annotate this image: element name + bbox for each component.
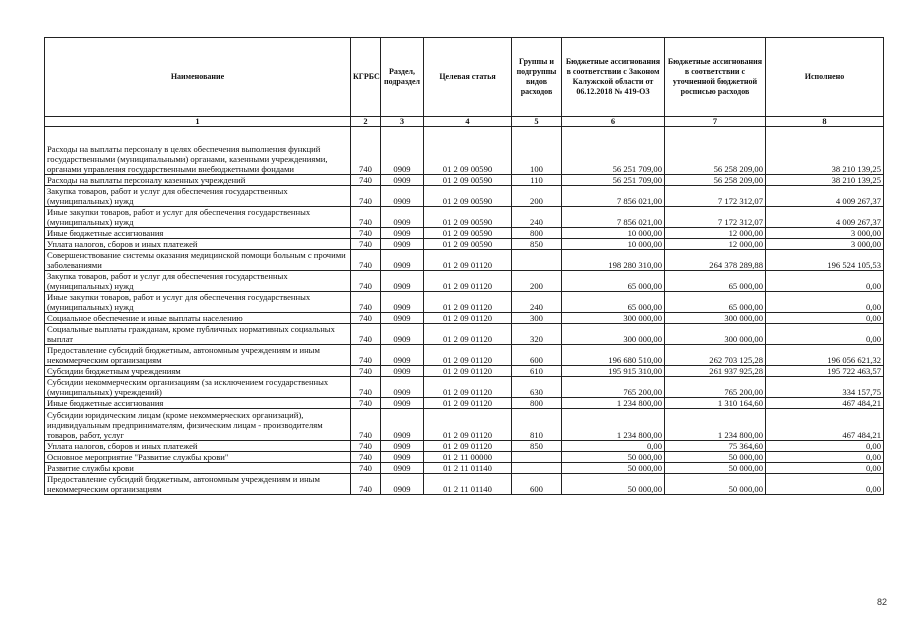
header-name: Наименование: [45, 38, 351, 117]
row-name: Совершенствование системы оказания медицинской помощи больным с прочими заболеваниями: [45, 250, 351, 271]
page-number: 82: [876, 597, 887, 607]
row-section: 0909: [381, 239, 424, 250]
table-row: [45, 239, 884, 250]
table-row: [45, 207, 884, 228]
row-name: Субсидии некоммерческим организациям (за исключением государственных (муниципальных) учреждений): [45, 377, 351, 398]
row-section: 0909: [381, 324, 424, 345]
row-roll-amount: 12 000,00: [665, 228, 766, 239]
row-roll-amount: 56 258 209,00: [665, 127, 766, 175]
row-executed-amount: 196 524 105,53: [766, 250, 884, 271]
row-section: 0909: [381, 175, 424, 186]
row-expense-group: [512, 250, 562, 271]
row-kgrbs: 740: [351, 292, 381, 313]
row-roll-amount: 12 000,00: [665, 239, 766, 250]
row-name: Иные бюджетные ассигнования: [45, 228, 351, 239]
row-expense-group: 850: [512, 441, 562, 452]
row-name: Иные бюджетные ассигнования: [45, 398, 351, 409]
row-roll-amount: 75 364,60: [665, 441, 766, 452]
row-roll-amount: 65 000,00: [665, 271, 766, 292]
column-number: 3: [381, 117, 424, 127]
column-number: 2: [351, 117, 381, 127]
row-section: 0909: [381, 441, 424, 452]
row-name: Социальное обеспечение и иные выплаты населению: [45, 313, 351, 324]
row-name: Субсидии юридическим лицам (кроме некоммерческих организаций), индивидуальным предпринимателям, физическим лицам - производителям товаров, работ, услуг: [45, 409, 351, 441]
row-target-article: 01 2 09 01120: [424, 377, 512, 398]
row-roll-amount: 1 310 164,60: [665, 398, 766, 409]
table-row: [45, 127, 884, 175]
row-target-article: 01 2 11 01140: [424, 474, 512, 495]
budget-table: [44, 37, 884, 495]
column-number: 5: [512, 117, 562, 127]
row-kgrbs: 740: [351, 324, 381, 345]
table-row: [45, 228, 884, 239]
row-law-amount: 10 000,00: [562, 228, 665, 239]
row-name: Иные закупки товаров, работ и услуг для обеспечения государственных (муниципальных) нужд: [45, 292, 351, 313]
row-roll-amount: 765 200,00: [665, 377, 766, 398]
row-kgrbs: 740: [351, 345, 381, 366]
row-executed-amount: 195 722 463,57: [766, 366, 884, 377]
row-section: 0909: [381, 409, 424, 441]
header-expense-group: Группы и подгруппы видов расходов: [512, 38, 562, 117]
row-target-article: 01 2 09 01120: [424, 271, 512, 292]
table-row: [45, 377, 884, 398]
row-executed-amount: 0,00: [766, 292, 884, 313]
row-law-amount: 65 000,00: [562, 271, 665, 292]
row-law-amount: 765 200,00: [562, 377, 665, 398]
row-expense-group: 810: [512, 409, 562, 441]
row-section: 0909: [381, 474, 424, 495]
row-name: Предоставление субсидий бюджетным, автономным учреждениям и иным некоммерческим организациям: [45, 474, 351, 495]
row-section: 0909: [381, 313, 424, 324]
row-name: Расходы на выплаты персоналу в целях обеспечения выполнения функций государственными (муниципальными) органами, казенными учреждениями, органами управления государственными внебюджетными фондами: [45, 127, 351, 175]
row-expense-group: [512, 452, 562, 463]
row-executed-amount: 0,00: [766, 324, 884, 345]
row-executed-amount: 3 000,00: [766, 239, 884, 250]
table-row: [45, 398, 884, 409]
row-kgrbs: 740: [351, 377, 381, 398]
row-name: Развитие службы крови: [45, 463, 351, 474]
table-row: [45, 409, 884, 441]
row-roll-amount: 50 000,00: [665, 474, 766, 495]
row-name: Субсидии бюджетным учреждениям: [45, 366, 351, 377]
row-expense-group: 600: [512, 345, 562, 366]
header-executed: Исполнено: [766, 38, 884, 117]
row-target-article: 01 2 09 00590: [424, 207, 512, 228]
header-roll-allocations: Бюджетные ассигнования в соответствии с уточненной бюджетной росписью расходов: [665, 38, 766, 117]
row-kgrbs: 740: [351, 271, 381, 292]
row-target-article: 01 2 09 00590: [424, 127, 512, 175]
row-law-amount: 56 251 709,00: [562, 127, 665, 175]
row-expense-group: 850: [512, 239, 562, 250]
row-law-amount: 196 680 510,00: [562, 345, 665, 366]
row-section: 0909: [381, 271, 424, 292]
table-row: [45, 324, 884, 345]
table-row: [45, 271, 884, 292]
row-target-article: 01 2 09 01120: [424, 366, 512, 377]
table-row: [45, 452, 884, 463]
column-number: 6: [562, 117, 665, 127]
table-body: [45, 127, 884, 495]
row-executed-amount: 467 484,21: [766, 409, 884, 441]
column-number: 1: [45, 117, 351, 127]
row-roll-amount: 65 000,00: [665, 292, 766, 313]
row-target-article: 01 2 09 00590: [424, 239, 512, 250]
row-name: Предоставление субсидий бюджетным, автономным учреждениям и иным некоммерческим организациям: [45, 345, 351, 366]
table-row: [45, 441, 884, 452]
row-target-article: 01 2 09 01120: [424, 441, 512, 452]
row-roll-amount: 300 000,00: [665, 313, 766, 324]
row-kgrbs: 740: [351, 313, 381, 324]
row-roll-amount: 261 937 925,28: [665, 366, 766, 377]
row-name: Расходы на выплаты персоналу казенных учреждений: [45, 175, 351, 186]
row-name: Уплата налогов, сборов и иных платежей: [45, 239, 351, 250]
row-kgrbs: 740: [351, 452, 381, 463]
row-roll-amount: 262 703 125,28: [665, 345, 766, 366]
row-section: 0909: [381, 377, 424, 398]
row-executed-amount: 467 484,21: [766, 398, 884, 409]
row-kgrbs: 740: [351, 239, 381, 250]
row-target-article: 01 2 09 01120: [424, 324, 512, 345]
row-expense-group: 800: [512, 398, 562, 409]
row-expense-group: 610: [512, 366, 562, 377]
row-section: 0909: [381, 366, 424, 377]
column-number: 4: [424, 117, 512, 127]
header-row: [45, 38, 884, 117]
row-section: 0909: [381, 228, 424, 239]
column-number: 8: [766, 117, 884, 127]
row-executed-amount: 334 157,75: [766, 377, 884, 398]
row-kgrbs: 740: [351, 207, 381, 228]
row-executed-amount: 0,00: [766, 313, 884, 324]
row-name: Основное мероприятие "Развитие службы крови": [45, 452, 351, 463]
row-section: 0909: [381, 452, 424, 463]
row-executed-amount: 196 056 621,32: [766, 345, 884, 366]
row-law-amount: 1 234 800,00: [562, 398, 665, 409]
row-roll-amount: 264 378 289,88: [665, 250, 766, 271]
row-name: Закупка товаров, работ и услуг для обеспечения государственных (муниципальных) нужд: [45, 271, 351, 292]
row-target-article: 01 2 09 00590: [424, 186, 512, 207]
row-roll-amount: 1 234 800,00: [665, 409, 766, 441]
row-executed-amount: 38 210 139,25: [766, 127, 884, 175]
row-section: 0909: [381, 345, 424, 366]
column-number: 7: [665, 117, 766, 127]
row-expense-group: 800: [512, 228, 562, 239]
row-target-article: 01 2 09 00590: [424, 175, 512, 186]
row-executed-amount: 0,00: [766, 452, 884, 463]
row-section: 0909: [381, 250, 424, 271]
row-section: 0909: [381, 207, 424, 228]
row-roll-amount: 300 000,00: [665, 324, 766, 345]
row-expense-group: [512, 463, 562, 474]
header-section: Раздел, подраздел: [381, 38, 424, 117]
row-kgrbs: 740: [351, 463, 381, 474]
row-expense-group: 200: [512, 186, 562, 207]
row-kgrbs: 740: [351, 441, 381, 452]
row-kgrbs: 740: [351, 186, 381, 207]
row-law-amount: 7 856 021,00: [562, 207, 665, 228]
row-executed-amount: 0,00: [766, 441, 884, 452]
row-roll-amount: 50 000,00: [665, 452, 766, 463]
row-executed-amount: 4 009 267,37: [766, 207, 884, 228]
row-target-article: 01 2 09 01120: [424, 292, 512, 313]
row-expense-group: 600: [512, 474, 562, 495]
row-law-amount: 65 000,00: [562, 292, 665, 313]
row-law-amount: 1 234 800,00: [562, 409, 665, 441]
row-target-article: 01 2 11 00000: [424, 452, 512, 463]
row-roll-amount: 7 172 312,07: [665, 207, 766, 228]
row-expense-group: 240: [512, 292, 562, 313]
row-name: Уплата налогов, сборов и иных платежей: [45, 441, 351, 452]
row-expense-group: 300: [512, 313, 562, 324]
row-kgrbs: 740: [351, 175, 381, 186]
column-number-row: [45, 117, 884, 127]
row-expense-group: 320: [512, 324, 562, 345]
row-law-amount: 50 000,00: [562, 452, 665, 463]
row-target-article: 01 2 09 00590: [424, 228, 512, 239]
table-row: [45, 474, 884, 495]
row-section: 0909: [381, 186, 424, 207]
row-roll-amount: 56 258 209,00: [665, 175, 766, 186]
row-section: 0909: [381, 463, 424, 474]
row-target-article: 01 2 09 01120: [424, 345, 512, 366]
row-roll-amount: 50 000,00: [665, 463, 766, 474]
row-target-article: 01 2 09 01120: [424, 250, 512, 271]
header-target-article: Целевая статья: [424, 38, 512, 117]
row-law-amount: 50 000,00: [562, 463, 665, 474]
row-expense-group: 240: [512, 207, 562, 228]
row-kgrbs: 740: [351, 127, 381, 175]
table-row: [45, 292, 884, 313]
row-name: Социальные выплаты гражданам, кроме публичных нормативных социальных выплат: [45, 324, 351, 345]
row-law-amount: 50 000,00: [562, 474, 665, 495]
row-kgrbs: 740: [351, 366, 381, 377]
row-kgrbs: 740: [351, 250, 381, 271]
row-expense-group: 100: [512, 127, 562, 175]
table-row: [45, 175, 884, 186]
row-law-amount: 195 915 310,00: [562, 366, 665, 377]
row-section: 0909: [381, 127, 424, 175]
row-law-amount: 198 280 310,00: [562, 250, 665, 271]
row-law-amount: 7 856 021,00: [562, 186, 665, 207]
row-target-article: 01 2 09 01120: [424, 398, 512, 409]
header-kgrbs: КГРБС: [351, 38, 381, 117]
row-executed-amount: 0,00: [766, 271, 884, 292]
row-section: 0909: [381, 292, 424, 313]
row-kgrbs: 740: [351, 398, 381, 409]
table-row: [45, 345, 884, 366]
row-section: 0909: [381, 398, 424, 409]
table-row: [45, 186, 884, 207]
row-name: Иные закупки товаров, работ и услуг для обеспечения государственных (муниципальных) нужд: [45, 207, 351, 228]
row-law-amount: 300 000,00: [562, 324, 665, 345]
row-kgrbs: 740: [351, 409, 381, 441]
row-law-amount: 56 251 709,00: [562, 175, 665, 186]
row-law-amount: 10 000,00: [562, 239, 665, 250]
row-executed-amount: 4 009 267,37: [766, 186, 884, 207]
row-name: Закупка товаров, работ и услуг для обеспечения государственных (муниципальных) нужд: [45, 186, 351, 207]
row-target-article: 01 2 11 01140: [424, 463, 512, 474]
row-law-amount: 300 000,00: [562, 313, 665, 324]
row-expense-group: 630: [512, 377, 562, 398]
table-row: [45, 313, 884, 324]
row-expense-group: 200: [512, 271, 562, 292]
row-law-amount: 0,00: [562, 441, 665, 452]
row-kgrbs: 740: [351, 474, 381, 495]
header-law-allocations: Бюджетные ассигнования в соответствии с Законом Калужской области от 06.12.2018 № 419-ОЗ: [562, 38, 665, 117]
row-executed-amount: 3 000,00: [766, 228, 884, 239]
row-executed-amount: 38 210 139,25: [766, 175, 884, 186]
row-target-article: 01 2 09 01120: [424, 409, 512, 441]
row-executed-amount: 0,00: [766, 474, 884, 495]
table-row: [45, 250, 884, 271]
row-target-article: 01 2 09 01120: [424, 313, 512, 324]
row-kgrbs: 740: [351, 228, 381, 239]
row-executed-amount: 0,00: [766, 463, 884, 474]
table-row: [45, 366, 884, 377]
row-expense-group: 110: [512, 175, 562, 186]
table-row: [45, 463, 884, 474]
row-roll-amount: 7 172 312,07: [665, 186, 766, 207]
